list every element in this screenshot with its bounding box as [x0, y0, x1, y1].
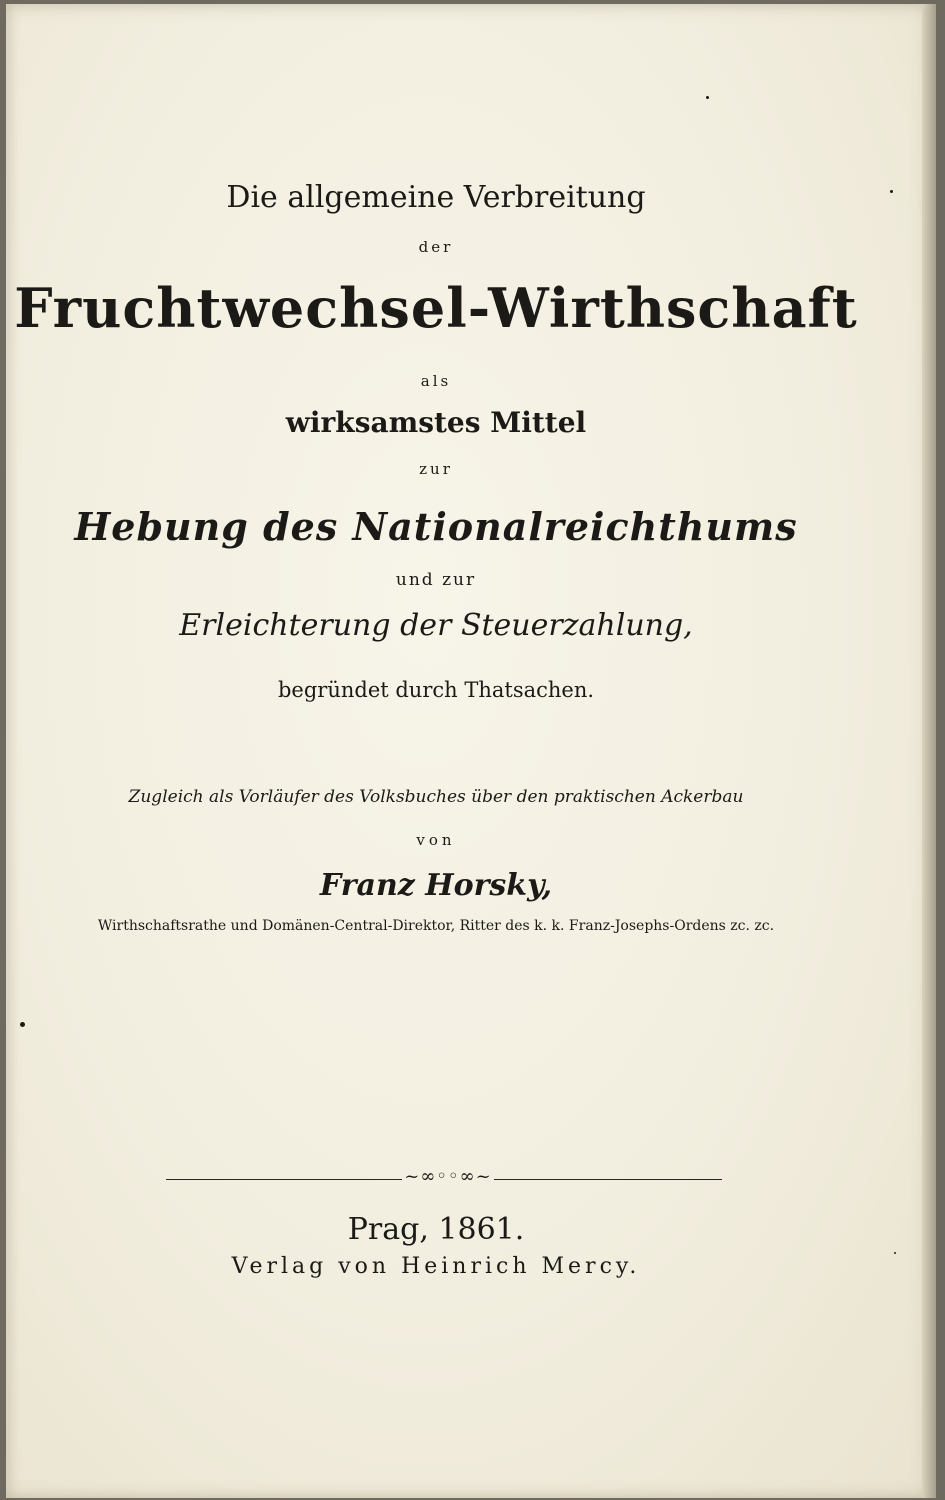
author-name: Franz Horsky,	[319, 868, 553, 903]
title-line-8: und zur	[395, 570, 477, 590]
title-line-4: als	[420, 372, 452, 390]
author-titles: Wirthschaftsrathe und Domänen-Central-Direktor, Ritter des k. k. Franz-Josephs-Ordens zc. zc.	[97, 918, 775, 934]
place-year: Prag, 1861.	[347, 1212, 525, 1247]
divider-rule-left	[166, 1179, 402, 1180]
subtitle: Zugleich als Vorläufer des Volksbuches über den praktischen Ackerbau	[128, 787, 744, 807]
title-line-5: wirksamstes Mittel	[285, 406, 587, 439]
paper-speck	[894, 1252, 896, 1254]
title-line-1: Die allgemeine Verbreitung	[226, 180, 646, 215]
book-page	[6, 4, 936, 1498]
main-title: Fruchtwechsel-Wirthschaft	[14, 276, 858, 340]
title-line-6: zur	[419, 460, 453, 478]
title-line-7: Hebung des Nationalreichthums	[74, 504, 798, 549]
title-line-2: der	[418, 238, 454, 256]
title-line-9: Erleichterung der Steuerzahlung,	[179, 608, 693, 643]
paper-speck	[20, 1022, 25, 1027]
page-spine-shadow	[922, 4, 936, 1498]
ornament-divider: ~∞◦◦∞~	[404, 1166, 492, 1187]
divider-rule-right	[494, 1179, 722, 1180]
title-line-10: begründet durch Thatsachen.	[277, 678, 595, 702]
publisher: Verlag von Heinrich Mercy.	[231, 1254, 641, 1279]
by-line: von	[416, 831, 456, 849]
paper-speck	[706, 96, 709, 99]
paper-speck	[890, 190, 893, 193]
